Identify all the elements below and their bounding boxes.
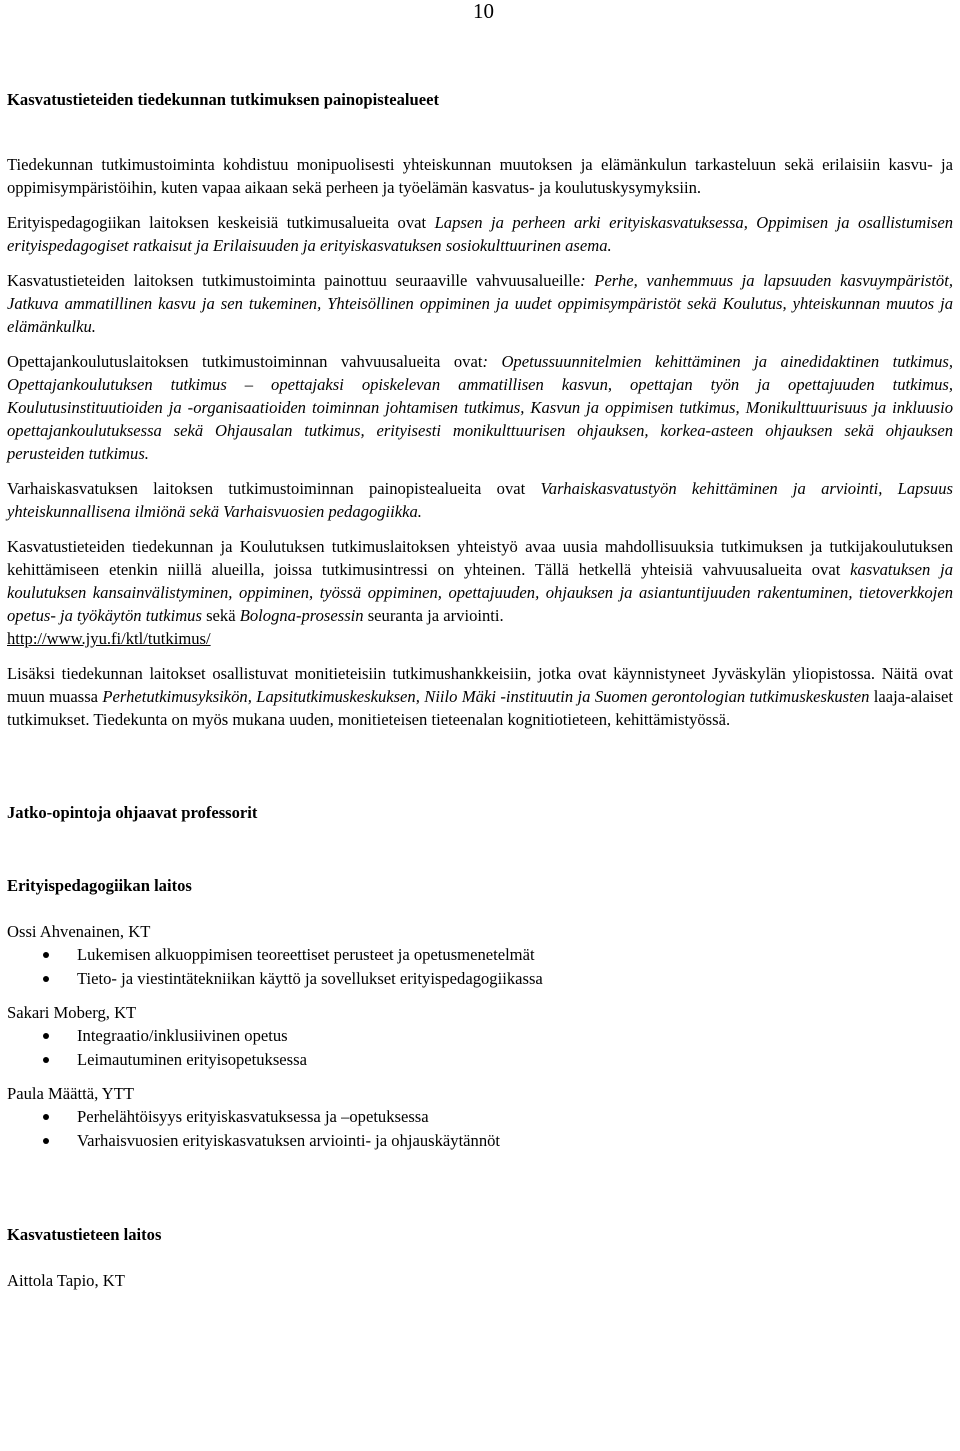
paragraph-text: Varhaiskasvatuksen laitoksen tutkimustoiminnan painopistealueita ovat — [7, 479, 541, 498]
intro-paragraph: Tiedekunnan tutkimustoiminta kohdistuu monipuolisesti yhteiskunnan muutoksen ja elämänkulun tarkasteluun sekä erilaisiin kasvu- ja oppimisympäristöihin, kuten vapaa aikaan sekä perheen ja työelämän kasvatus- ja koulutuskysymyksiin. — [7, 155, 953, 197]
paragraph-text: Kasvatustieteiden tiedekunnan ja Koulutuksen tutkimuslaitoksen yhteistyö avaa uusia mahdollisuuksia tutkimuksen ja tutkijakoulutuksen kehittämiseen etenkin niillä alueilla, joissa tutkimusintressi on yhteinen. Tällä hetkellä yhteisiä vahvuusalueita ovat — [7, 537, 953, 579]
list-item: Varhaisvuosien erityiskasvatuksen arviointi- ja ohjauskäytännöt — [7, 1129, 953, 1153]
paragraph-text: seuranta ja arviointi. — [363, 606, 504, 625]
section-heading-research-focus: Kasvatustieteiden tiedekunnan tutkimuksen painopistealueet — [7, 90, 439, 109]
paragraph-italic: Varhaiskasvatustyön kehittäminen ja arviointi, Lapsuus yhteiskunnallisena ilmiönä sekä Varhaisvuosien pedagogiikka. — [7, 479, 953, 521]
paragraph-ktl-cooperation — [7, 535, 953, 650]
list-item: Perhelähtöisyys erityiskasvatuksessa ja –opetuksessa — [7, 1105, 953, 1129]
list-item: Tieto- ja viestintätekniikan käyttö ja sovellukset erityispedagogiikassa — [7, 967, 953, 991]
paragraph-text: laaja-alaiset tutkimukset. Tiedekunta on myös mukana uuden, monitieteisen tieteenalan kognitiotieteen, kehittämistyössä. — [7, 687, 953, 729]
list-item: Leimautuminen erityisopetuksessa — [7, 1048, 953, 1072]
professor-name: Aittola Tapio, KT — [7, 1271, 125, 1290]
professor-name: Paula Määttä, YTT — [7, 1084, 135, 1103]
section-heading-professors: Jatko-opintoja ohjaavat professorit — [7, 803, 258, 822]
paragraph-italic: Lapsen ja perheen arki erityiskasvatuksessa, Oppimisen ja osallistumisen erityispedagogiset ratkaisut ja Erilaisuuden ja erityiskasvatuksen sosiokulttuurinen asema. — [7, 213, 953, 255]
paragraph-italic: : Opetussuunnitelmien kehittäminen ja ainedidaktinen tutkimus, Opettajankoulutuksen tutkimus – opettajaksi opiskelevan ammatillisen kasvun, opettajan työn ja opettajuuden tutkimus, Koulutusinstituutioiden ja -organisaatioiden toiminnan johtamisen tutkimus, Kasvun ja oppimisen tutkimus, Monikulttuurisuus ja inkluusio opettajankoulutuksessa sekä Ohjausalan tutkimus, erityisesti monikulttuurisen ohjauksen, korkea-asteen ohjauksen sekä ohjauksen perusteiden tutkimus. — [7, 352, 954, 463]
list-item: Integraatio/inklusiivinen opetus — [7, 1024, 953, 1048]
paragraph-text: Opettajankoulutuslaitoksen tutkimustoiminnan vahvuusalueita ovat — [7, 352, 483, 371]
paragraph-italic: Bologna-prosessin — [239, 606, 364, 625]
professor-name: Sakari Moberg, KT — [7, 1003, 137, 1022]
topic-list — [7, 1105, 953, 1153]
paragraph-varhaiskasvatus — [7, 477, 953, 523]
paragraph-text: Erityispedagogiikan laitoksen keskeisiä tutkimusalueita ovat — [7, 213, 435, 232]
list-item: Lukemisen alkuoppimisen teoreettiset perusteet ja opetusmenetelmät — [7, 943, 953, 967]
paragraph-italic: kasvatuksen ja koulutuksen kansainvälistyminen, oppiminen, työssä oppiminen, opettajuuden, ohjauksen ja asiantuntijuuden rakentuminen, tietoverkkojen opetus- ja työkäytön tutkimus — [7, 560, 953, 625]
topic-list — [7, 943, 953, 991]
page-number: 10 — [473, 0, 494, 23]
paragraph-text: Kasvatustieteiden laitoksen tutkimustoiminta painottuu seuraaville vahvuusalueille — [7, 271, 581, 290]
paragraph-text: Lisäksi tiedekunnan laitokset osallistuvat monitieteisiin tutkimushankkeisiin, jotka ovat käynnistyneet Jyväskylän yliopistossa. Näitä ovat muun muassa — [7, 664, 953, 706]
ktl-research-link[interactable]: http://www.jyu.fi/ktl/tutkimus/ — [7, 629, 211, 648]
page-content — [7, 88, 953, 1292]
professor-name: Ossi Ahvenainen, KT — [7, 922, 151, 941]
paragraph-italic: : Perhe, vanhemmuus ja lapsuuden kasvuympäristöt, Jatkuva ammatillinen kasvu ja sen tukeminen, Yhteisöllinen oppiminen ja uudet oppimisympäristöt sekä Koulutus, yhteiskunnan muutos ja elämänkulku. — [7, 271, 953, 336]
paragraph-italic: Perhetutkimusyksikön, Lapsitutkimuskeskuksen, Niilo Mäki -instituutin ja Suomen gerontologian tutkimuskeskusten — [102, 687, 870, 706]
department-heading-kasvatustiede: Kasvatustieteen laitos — [7, 1225, 162, 1244]
paragraph-text: sekä — [201, 606, 240, 625]
paragraph-opettajankoulutus — [7, 350, 953, 465]
department-heading-erityispedagogiikka: Erityispedagogiikan laitos — [7, 876, 192, 895]
topic-list — [7, 1024, 953, 1072]
paragraph-kasvatustieteet — [7, 269, 953, 338]
paragraph-multidisciplinary — [7, 662, 953, 731]
paragraph-erityispedagogiikka — [7, 211, 953, 257]
